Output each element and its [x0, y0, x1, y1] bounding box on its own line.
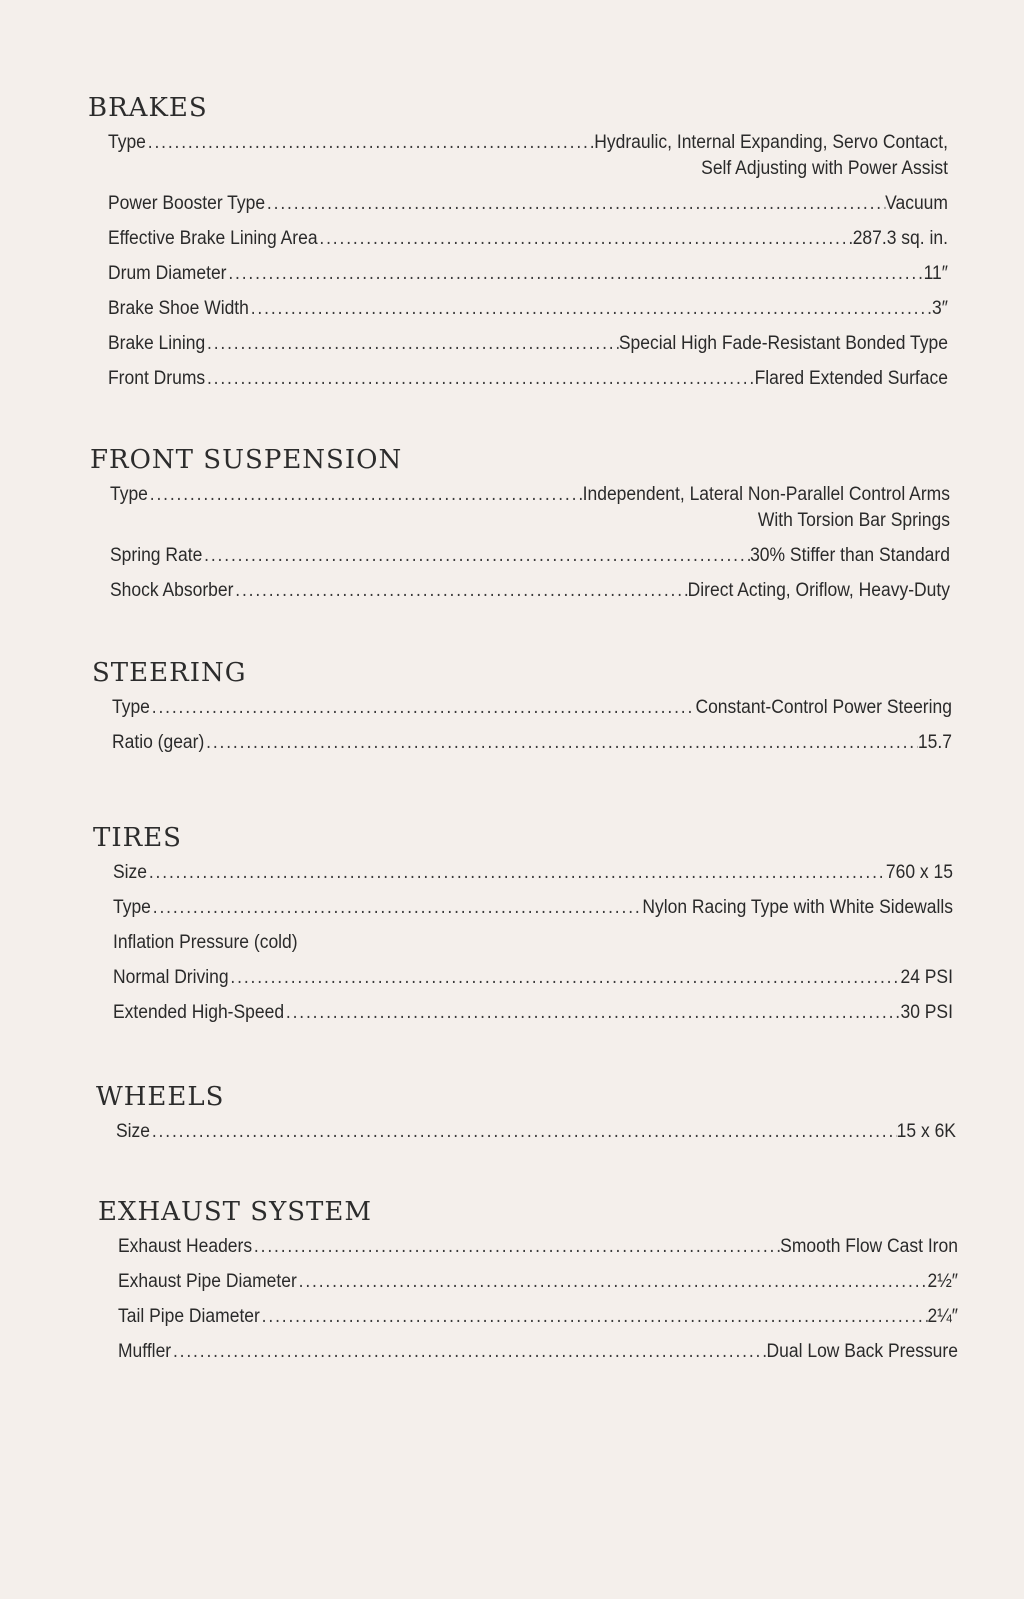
spec-value: 11″ — [923, 263, 948, 284]
dot-leader — [297, 1269, 928, 1295]
spec-value-continued: Self Adjusting with Power Assist — [701, 158, 948, 179]
dot-leader — [229, 965, 901, 991]
spec-row-spring-rate — [110, 543, 950, 569]
spec-value: Dual Low Back Pressure — [766, 1341, 958, 1362]
dot-leader — [148, 482, 583, 508]
spec-row-drum-diameter — [108, 261, 948, 287]
spec-label: Exhaust Headers — [118, 1236, 253, 1257]
spec-value: 287.3 sq. in. — [852, 228, 948, 249]
spec-label: Front Drums — [108, 368, 206, 389]
spec-row-shock-absorber — [110, 578, 950, 604]
spec-value: 24 PSI — [900, 967, 953, 988]
spec-value: Direct Acting, Oriflow, Heavy-Duty — [687, 580, 950, 601]
dot-leader — [151, 895, 642, 921]
spec-row-brake-lining — [108, 331, 948, 357]
spec-label: Size — [113, 862, 148, 883]
dot-leader — [147, 860, 886, 886]
spec-value: 15 x 6K — [896, 1121, 956, 1142]
spec-value: 3″ — [932, 298, 948, 319]
dot-leader — [252, 1234, 780, 1260]
spec-label: Effective Brake Lining Area — [108, 228, 318, 249]
spec-label: Size — [116, 1121, 151, 1142]
section-title-tires: TIRES — [93, 823, 182, 853]
spec-value: Flared Extended Surface — [754, 368, 948, 389]
spec-row-steering-type — [112, 695, 952, 721]
spec-row-exhaust-headers — [118, 1234, 958, 1260]
spec-row-extended-high-speed — [113, 1000, 953, 1026]
spec-value-continued: With Torsion Bar Springs — [757, 510, 950, 531]
section-title-exhaust-system: EXHAUST SYSTEM — [98, 1197, 372, 1227]
spec-label: Muffler — [118, 1341, 172, 1362]
dot-leader — [150, 695, 696, 721]
spec-label: Inflation Pressure (cold) — [113, 932, 298, 953]
spec-row-effective-brake-lining-area — [108, 226, 948, 252]
spec-label: Shock Absorber — [110, 580, 234, 601]
dot-leader — [227, 261, 924, 287]
spec-value: Nylon Racing Type with White Sidewalls — [642, 897, 953, 918]
dot-leader — [233, 578, 687, 604]
spec-value: 760 x 15 — [885, 862, 953, 883]
spec-row-tail-pipe-diameter — [118, 1304, 958, 1330]
section-title-wheels: WHEELS — [96, 1082, 225, 1112]
spec-value: 15.7 — [917, 732, 952, 753]
spec-value: Constant-Control Power Steering — [695, 697, 952, 718]
section-front-suspension — [90, 438, 950, 604]
spec-row-normal-driving — [113, 965, 953, 991]
spec-row-tire-type — [113, 895, 953, 921]
spec-label: Type — [112, 697, 150, 718]
dot-leader — [204, 730, 918, 756]
spec-row-exhaust-pipe-diameter — [118, 1269, 958, 1295]
spec-label: Spring Rate — [110, 545, 203, 566]
spec-row-tire-size — [113, 860, 953, 886]
dot-leader — [318, 226, 853, 252]
spec-label: Drum Diameter — [108, 263, 227, 284]
spec-label: Type — [113, 897, 151, 918]
spec-row-muffler — [118, 1339, 958, 1365]
section-brakes — [88, 86, 948, 392]
spec-label: Extended High-Speed — [113, 1002, 285, 1023]
dot-leader — [265, 191, 885, 217]
spec-label: Power Booster Type — [108, 193, 266, 214]
spec-row-ratio-gear — [112, 730, 952, 756]
spec-row-suspension-type — [110, 482, 950, 534]
dot-leader — [205, 331, 619, 357]
spec-row-power-booster-type — [108, 191, 948, 217]
section-wheels — [96, 1075, 956, 1145]
spec-row-brake-shoe-width — [108, 296, 948, 322]
section-title-brakes: BRAKES — [88, 93, 208, 123]
spec-row-wheel-size — [116, 1119, 956, 1145]
spec-label: Ratio (gear) — [112, 732, 205, 753]
dot-leader — [284, 1000, 900, 1026]
spec-value: Special High Fade-Resistant Bonded Type — [618, 333, 948, 354]
dot-leader — [150, 1119, 897, 1145]
section-title-steering: STEERING — [92, 658, 247, 688]
dot-leader — [202, 543, 750, 569]
spec-label: Type — [110, 484, 148, 505]
spec-label: Normal Driving — [113, 967, 229, 988]
spec-value: Independent, Lateral Non-Parallel Control Arms — [582, 484, 950, 505]
spec-value: 30% Stiffer than Standard — [750, 545, 950, 566]
spec-value: Smooth Flow Cast Iron — [780, 1236, 958, 1257]
section-steering — [92, 651, 952, 756]
spec-row-inflation-pressure — [113, 930, 953, 956]
spec-label: Exhaust Pipe Diameter — [118, 1271, 297, 1292]
section-title-front-suspension: FRONT SUSPENSION — [90, 445, 403, 475]
spec-value: Hydraulic, Internal Expanding, Servo Contact, — [594, 132, 948, 153]
spec-value: 2¼″ — [927, 1306, 958, 1327]
spec-value: 30 PSI — [900, 1002, 953, 1023]
spec-value: 2½″ — [927, 1271, 958, 1292]
section-tires — [93, 816, 953, 1026]
spec-value: Vacuum — [885, 193, 948, 214]
spec-label: Brake Shoe Width — [108, 298, 249, 319]
dot-leader — [171, 1339, 766, 1365]
dot-leader — [249, 296, 932, 322]
section-exhaust-system — [98, 1190, 958, 1365]
dot-leader — [260, 1304, 928, 1330]
spec-row-front-drums — [108, 366, 948, 392]
spec-label: Brake Lining — [108, 333, 206, 354]
dot-leader — [146, 130, 594, 156]
spec-row-brakes-type — [108, 130, 948, 182]
spec-label: Type — [108, 132, 146, 153]
dot-leader — [205, 366, 754, 392]
spec-label: Tail Pipe Diameter — [118, 1306, 260, 1327]
